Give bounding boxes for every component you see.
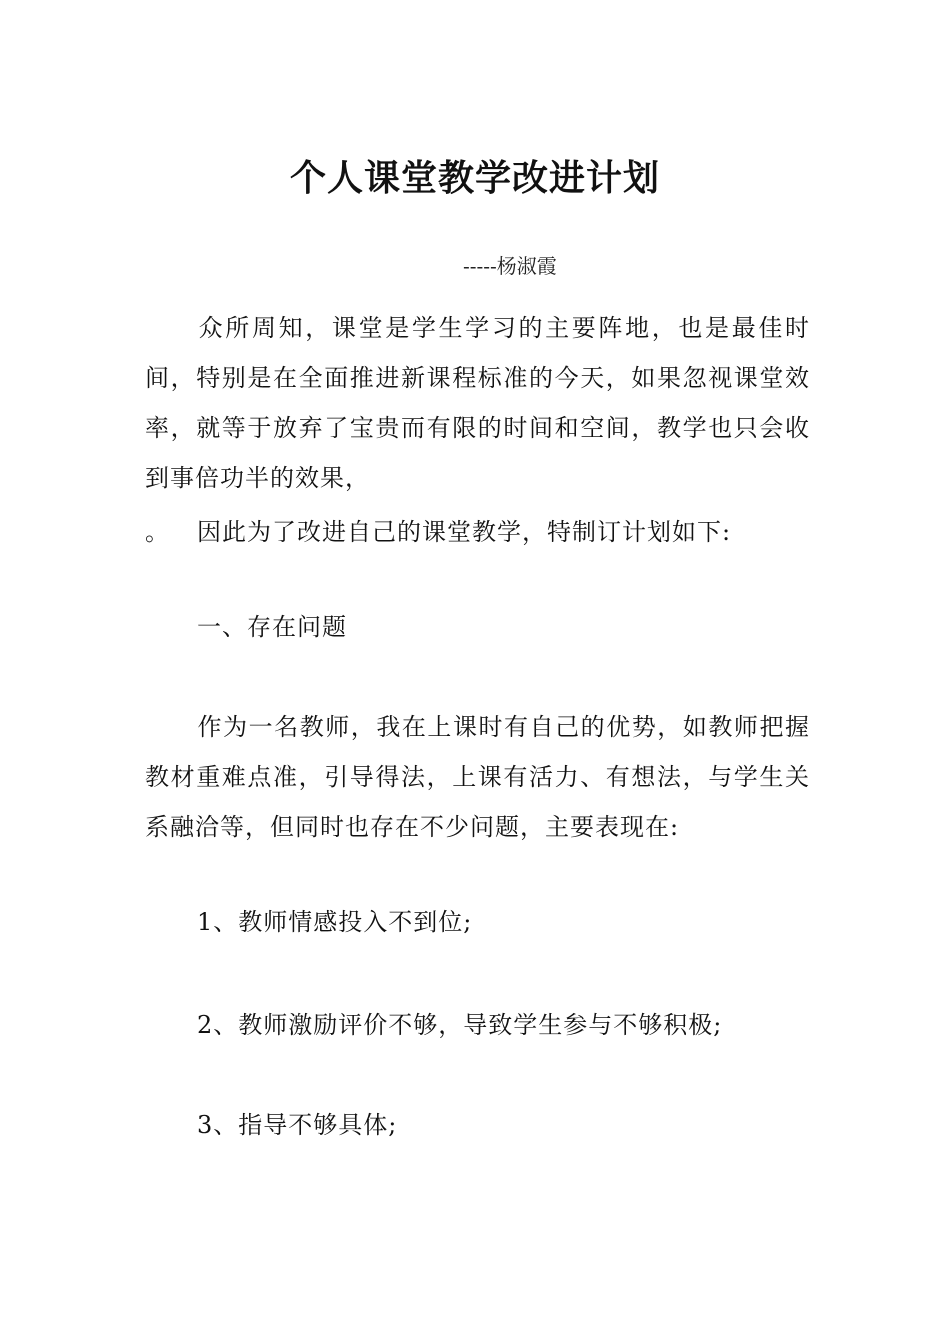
list-item: 2、教师激励评价不够，导致学生参与不够积极; — [197, 1011, 723, 1039]
problems-paragraph — [145, 702, 810, 852]
list-item: 3、指导不够具体; — [197, 1111, 398, 1139]
plan-intro-paragraph: 因此为了改进自己的课堂教学，特制订计划如下: — [197, 518, 732, 546]
problems-paragraph-text: 作为一名教师，我在上课时有自己的优势，如教师把握教材重难点准，引导得法，上课有活力、有想法，与学生关系融洽等，但同时也存在不少问题，主要表现在: — [145, 713, 810, 841]
document-title: 个人课堂教学改进计划 — [289, 157, 660, 199]
paragraph-mark: 。 — [145, 518, 170, 546]
list-item: 1、教师情感投入不到位; — [197, 908, 473, 936]
section-heading-problems: 一、存在问题 — [197, 613, 347, 641]
intro-paragraph — [145, 303, 810, 503]
intro-paragraph-text: 众所周知，课堂是学生学习的主要阵地，也是最佳时间，特别是在全面推进新课程标准的今天，如果忽视课堂效率，就等于放弃了宝贵而有限的时间和空间，教学也只会收到事倍功半的效果， — [145, 314, 810, 492]
document-author: -----杨淑霞 — [463, 254, 557, 278]
